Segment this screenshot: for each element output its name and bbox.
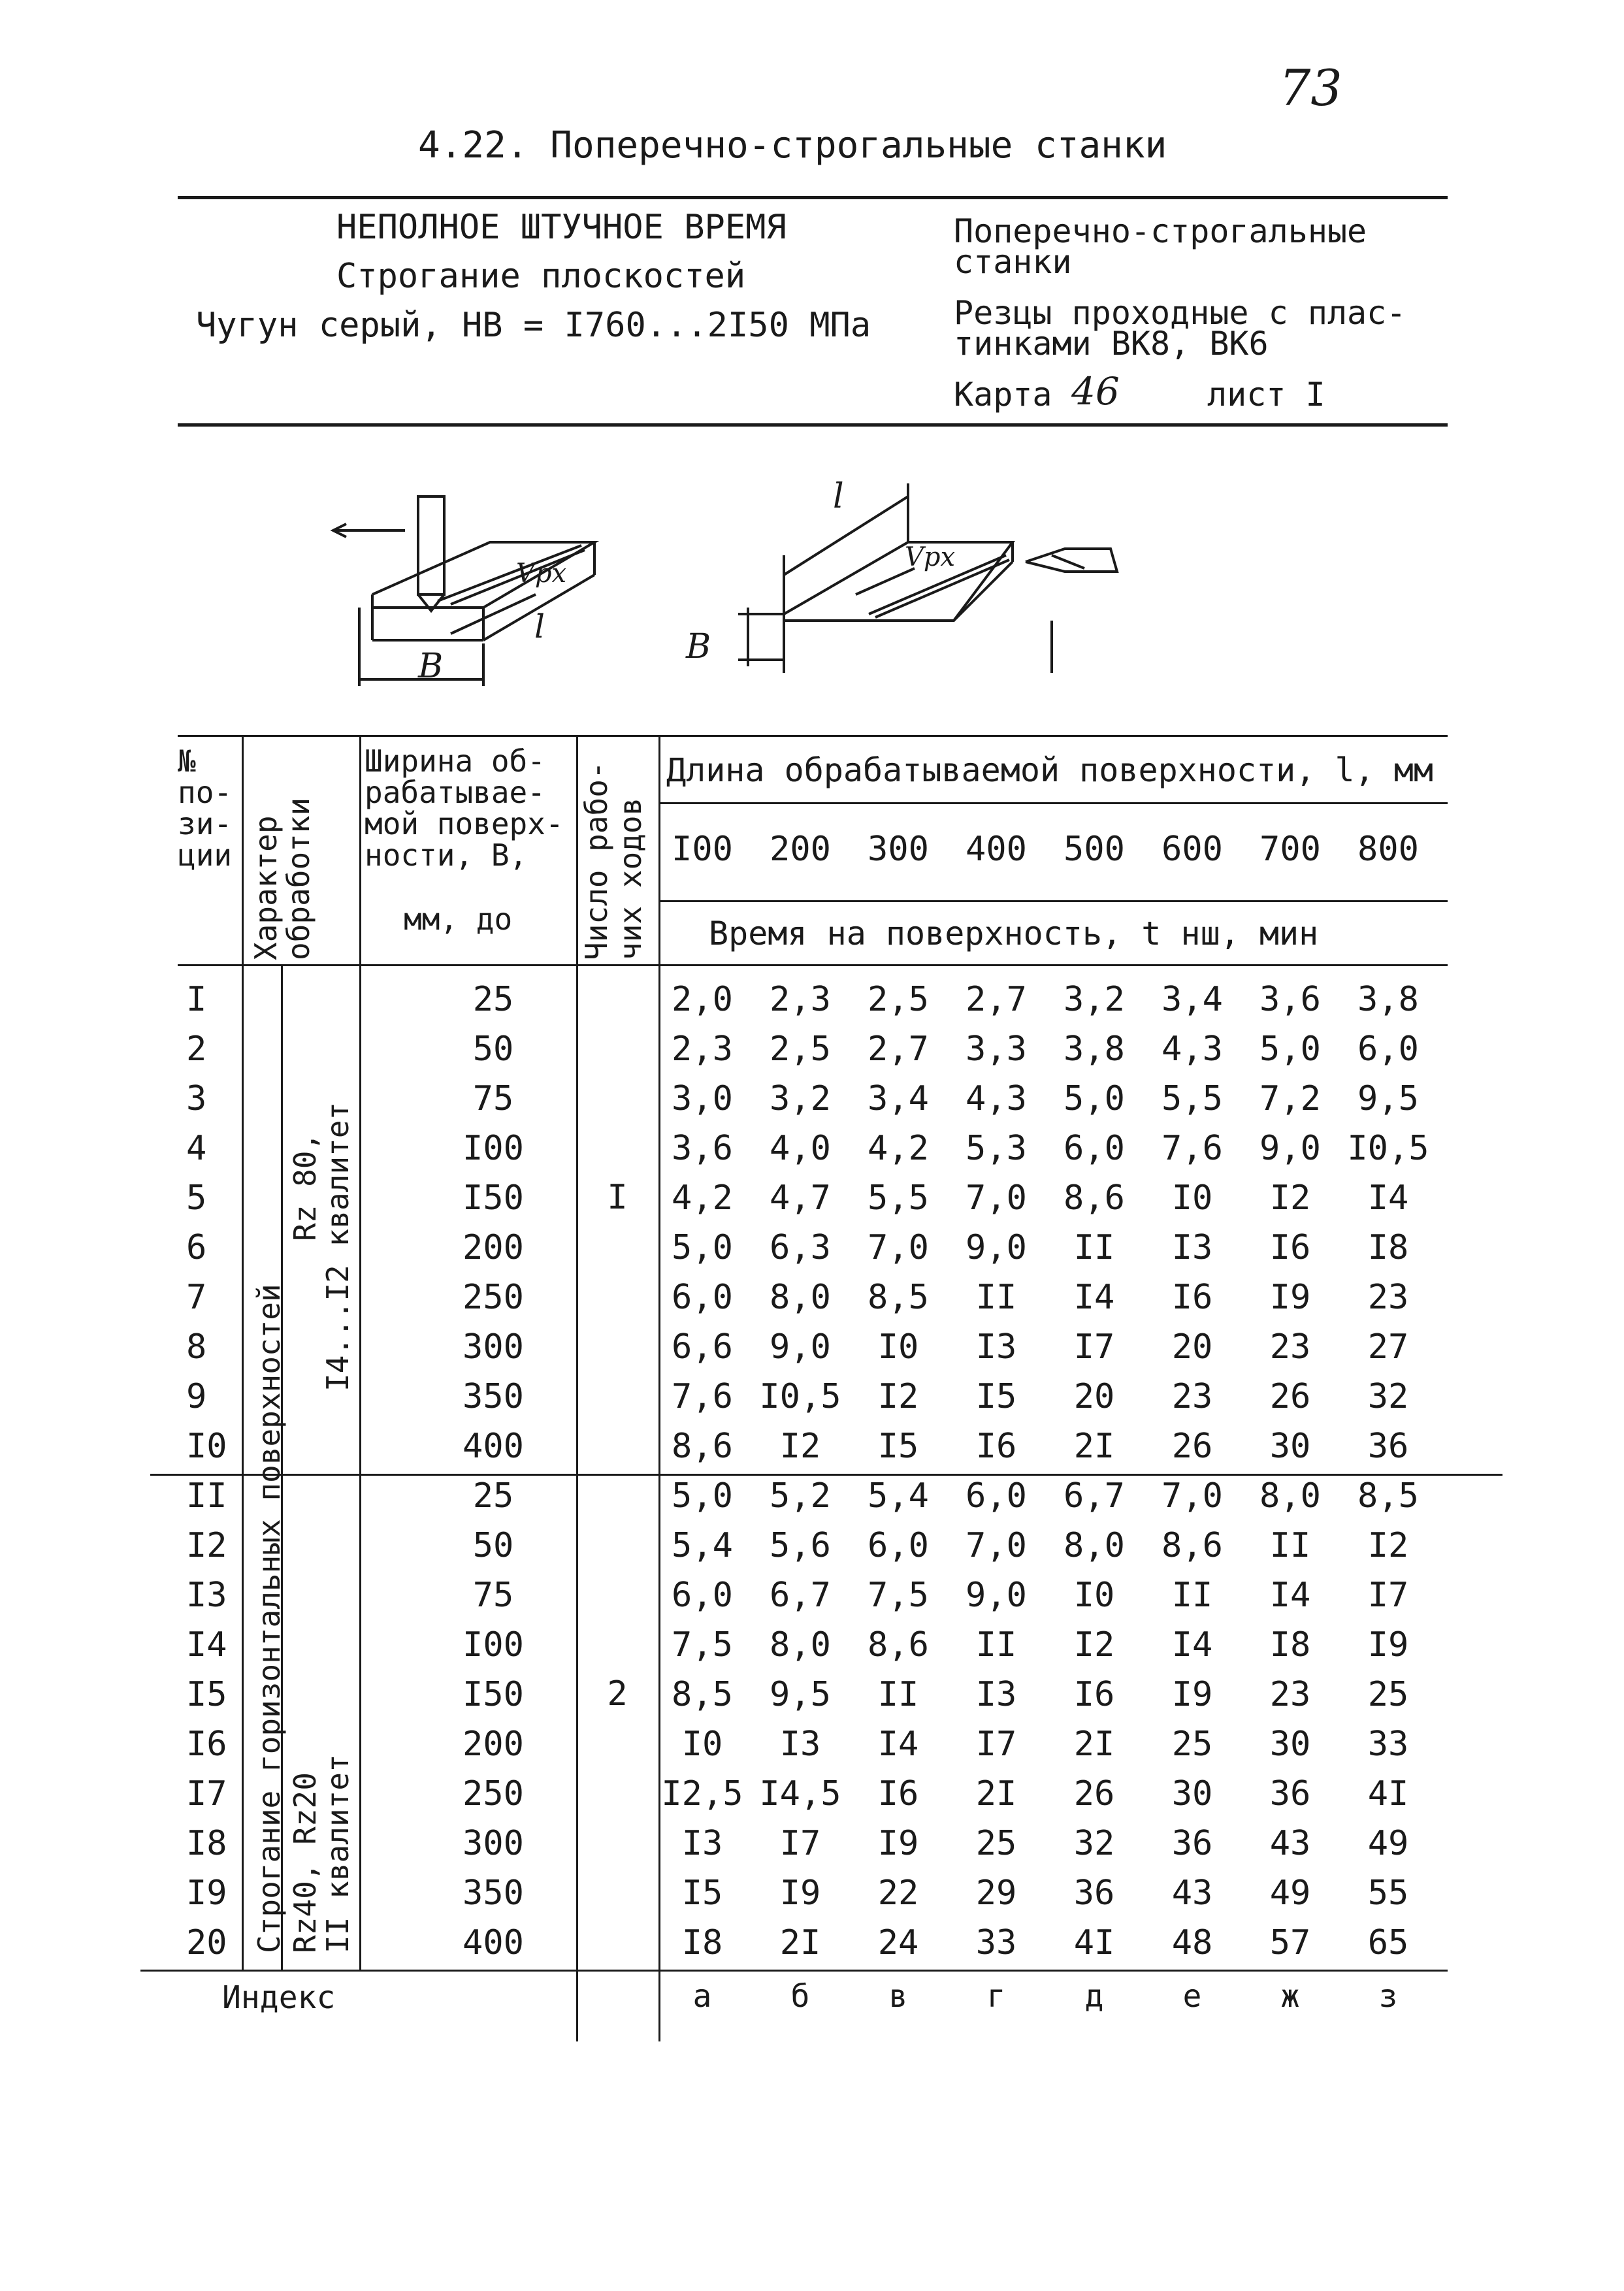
time-cell: I9 bbox=[877, 1824, 919, 1863]
time-cell: 3,6 bbox=[1259, 980, 1321, 1019]
row-width: 25 bbox=[472, 980, 514, 1019]
row-width: I50 bbox=[463, 1675, 524, 1714]
header-tool-2: тинками ВК8, ВК6 bbox=[954, 325, 1269, 363]
time-cell: 4,2 bbox=[868, 1129, 929, 1168]
col-width-line5: мм, до bbox=[404, 902, 513, 937]
time-cell: I5 bbox=[681, 1874, 723, 1913]
time-cell: 8,6 bbox=[1064, 1178, 1125, 1218]
time-cell: 3,8 bbox=[1064, 1030, 1125, 1069]
time-cell: I0 bbox=[877, 1327, 919, 1367]
time-cell: II bbox=[1073, 1228, 1115, 1267]
time-cell: 7,6 bbox=[672, 1377, 733, 1416]
time-cell: 7,0 bbox=[1161, 1476, 1223, 1516]
time-cell: 30 bbox=[1171, 1774, 1213, 1813]
time-cell: 5,4 bbox=[868, 1476, 929, 1516]
time-cell: 30 bbox=[1269, 1725, 1311, 1764]
header-machine: Поперечно-строгальные bbox=[954, 212, 1367, 250]
col-passes-line1: Число рабо- bbox=[579, 761, 614, 960]
header-title: НЕПОЛНОЕ ШТУЧНОЕ ВРЕМЯ bbox=[336, 208, 787, 247]
header-material: Чугун серый, HB = I760...2I50 МПа bbox=[196, 306, 871, 345]
time-cell: 8,0 bbox=[1259, 1476, 1321, 1516]
time-cell: I2 bbox=[877, 1377, 919, 1416]
time-cell: 2I bbox=[1073, 1427, 1115, 1466]
time-cell: 3,8 bbox=[1357, 980, 1419, 1019]
index-letter: б bbox=[790, 1978, 810, 2015]
group-separator-rule bbox=[150, 1474, 1502, 1476]
time-cell: 65 bbox=[1367, 1923, 1409, 1962]
group2-roughness: Rz40, Rz20 bbox=[287, 1772, 323, 1953]
time-cell: I9 bbox=[779, 1874, 821, 1913]
row-width: 400 bbox=[463, 1427, 524, 1466]
col-no-line1: № bbox=[178, 743, 196, 779]
vline-2 bbox=[359, 735, 361, 1970]
vline-1 bbox=[242, 735, 244, 1970]
time-cell: 30 bbox=[1269, 1427, 1311, 1466]
length-col-100: I00 bbox=[672, 830, 733, 869]
time-cell: 6,6 bbox=[672, 1327, 733, 1367]
time-cell: 6,0 bbox=[868, 1526, 929, 1565]
row-position: I3 bbox=[186, 1576, 227, 1615]
col-passes-line2: чих ходов bbox=[613, 797, 648, 960]
time-cell: 20 bbox=[1073, 1377, 1115, 1416]
row-width: 350 bbox=[463, 1377, 524, 1416]
time-cell: 7,5 bbox=[672, 1625, 733, 1665]
time-cell: 9,0 bbox=[966, 1576, 1027, 1615]
row-width: 400 bbox=[463, 1923, 524, 1962]
time-cell: 8,5 bbox=[868, 1278, 929, 1317]
row-position: 3 bbox=[186, 1079, 207, 1118]
time-cell: I2 bbox=[1367, 1526, 1409, 1565]
time-cell: 32 bbox=[1073, 1824, 1115, 1863]
time-cell: I4 bbox=[1171, 1625, 1213, 1665]
col-no-line3: зи- bbox=[178, 806, 233, 841]
time-cell: 2,5 bbox=[770, 1030, 831, 1069]
time-cell: 8,6 bbox=[868, 1625, 929, 1665]
length-col-200: 200 bbox=[770, 830, 831, 869]
right-l-label: l bbox=[833, 477, 844, 516]
col-no-line2: по- bbox=[178, 775, 233, 810]
group2-tolerance: II квалитет bbox=[320, 1754, 355, 1953]
lengths-rule bbox=[660, 900, 1448, 902]
time-cell: I5 bbox=[975, 1377, 1017, 1416]
time-cell: 43 bbox=[1269, 1824, 1311, 1863]
row-position: I0 bbox=[186, 1427, 227, 1466]
card-number: 46 bbox=[1071, 369, 1120, 414]
left-vrx-label: Vрх bbox=[516, 559, 567, 589]
time-cell: I0 bbox=[681, 1725, 723, 1764]
time-cell: I2 bbox=[1269, 1178, 1311, 1218]
time-cell: I0 bbox=[1073, 1576, 1115, 1615]
table-top-rule bbox=[178, 735, 1448, 737]
time-cell: 26 bbox=[1073, 1774, 1115, 1813]
time-cell: 2I bbox=[779, 1923, 821, 1962]
row-position: I6 bbox=[186, 1725, 227, 1764]
row-width: 200 bbox=[463, 1228, 524, 1267]
row-position: I5 bbox=[186, 1675, 227, 1714]
row-width: I50 bbox=[463, 1178, 524, 1218]
row-position: I9 bbox=[186, 1874, 227, 1913]
time-cell: I7 bbox=[1367, 1576, 1409, 1615]
time-cell: II bbox=[1269, 1526, 1311, 1565]
header-top-rule bbox=[178, 196, 1448, 199]
time-cell: 8,6 bbox=[672, 1427, 733, 1466]
time-cell: 2,7 bbox=[868, 1030, 929, 1069]
time-cell: II bbox=[877, 1675, 919, 1714]
time-cell: I2 bbox=[1073, 1625, 1115, 1665]
time-cell: 3,3 bbox=[966, 1030, 1027, 1069]
col-no-line4: ции bbox=[178, 837, 233, 873]
time-cell: 5,0 bbox=[1064, 1079, 1125, 1118]
time-cell: I3 bbox=[975, 1675, 1017, 1714]
time-cell: 22 bbox=[877, 1874, 919, 1913]
index-letter: а bbox=[692, 1978, 712, 2015]
time-cell: 3,2 bbox=[770, 1079, 831, 1118]
row-position: 8 bbox=[186, 1327, 207, 1367]
time-cell: 6,0 bbox=[1357, 1030, 1419, 1069]
time-cell: 48 bbox=[1171, 1923, 1213, 1962]
right-vrx-label: Vрх bbox=[905, 542, 956, 572]
time-cell: 36 bbox=[1269, 1774, 1311, 1813]
time-cell: 9,0 bbox=[770, 1327, 831, 1367]
time-cell: 3,2 bbox=[1064, 980, 1125, 1019]
time-cell: I6 bbox=[1073, 1675, 1115, 1714]
time-cell: 24 bbox=[877, 1923, 919, 1962]
time-cell: 23 bbox=[1269, 1675, 1311, 1714]
time-cell: 4,2 bbox=[672, 1178, 733, 1218]
group-label: Строгание горизонтальных поверхностей bbox=[252, 1284, 287, 1953]
time-cell: 6,7 bbox=[1064, 1476, 1125, 1516]
card-label: Карта bbox=[954, 376, 1052, 414]
time-cell: 9,5 bbox=[770, 1675, 831, 1714]
time-cell: I8 bbox=[681, 1923, 723, 1962]
time-cell: 36 bbox=[1171, 1824, 1213, 1863]
header-operation: Строгание плоскостей bbox=[336, 257, 746, 296]
time-cell: 7,0 bbox=[966, 1526, 1027, 1565]
left-b-label: B bbox=[418, 647, 444, 686]
header-machine-2: станки bbox=[954, 243, 1072, 281]
row-position: I2 bbox=[186, 1526, 227, 1565]
time-cell: 5,4 bbox=[672, 1526, 733, 1565]
row-width: 300 bbox=[463, 1327, 524, 1367]
index-letter: ж bbox=[1280, 1978, 1300, 2015]
time-cell: I0,5 bbox=[759, 1377, 841, 1416]
index-letter: е bbox=[1182, 1978, 1202, 2015]
time-header: Время на поверхность, t нш, мин bbox=[709, 915, 1319, 952]
col-width-line3: мой поверх- bbox=[365, 806, 564, 841]
time-cell: 26 bbox=[1171, 1427, 1213, 1466]
time-cell: I3 bbox=[975, 1327, 1017, 1367]
time-cell: I4 bbox=[1269, 1576, 1311, 1615]
page-number: 73 bbox=[1279, 59, 1342, 117]
time-cell: 5,6 bbox=[770, 1526, 831, 1565]
time-cell: 6,0 bbox=[672, 1278, 733, 1317]
time-cell: 2,0 bbox=[672, 980, 733, 1019]
planing-sketch-left bbox=[320, 470, 647, 692]
time-cell: 5,3 bbox=[966, 1129, 1027, 1168]
time-cell: 4,0 bbox=[770, 1129, 831, 1168]
row-width: 25 bbox=[472, 1476, 514, 1516]
time-cell: I8 bbox=[1367, 1228, 1409, 1267]
row-position: 20 bbox=[186, 1923, 227, 1962]
time-cell: I6 bbox=[1171, 1278, 1213, 1317]
time-cell: I4 bbox=[1367, 1178, 1409, 1218]
time-cell: 5,0 bbox=[672, 1476, 733, 1516]
index-letter: г bbox=[986, 1978, 1006, 2015]
col-width-line4: ности, B, bbox=[365, 837, 528, 873]
time-cell: 5,0 bbox=[672, 1228, 733, 1267]
row-width: 75 bbox=[472, 1576, 514, 1615]
index-letter: з bbox=[1378, 1978, 1398, 2015]
time-cell: 25 bbox=[975, 1824, 1017, 1863]
row-width: I00 bbox=[463, 1129, 524, 1168]
time-cell: II bbox=[975, 1278, 1017, 1317]
time-cell: 4,3 bbox=[966, 1079, 1027, 1118]
time-cell: 2I bbox=[1073, 1725, 1115, 1764]
time-cell: 55 bbox=[1367, 1874, 1409, 1913]
row-width: 50 bbox=[472, 1030, 514, 1069]
row-position: 4 bbox=[186, 1129, 207, 1168]
time-cell: 9,0 bbox=[1259, 1129, 1321, 1168]
time-cell: 23 bbox=[1367, 1278, 1409, 1317]
row-width: I00 bbox=[463, 1625, 524, 1665]
time-cell: II bbox=[1171, 1576, 1213, 1615]
time-cell: 4,3 bbox=[1161, 1030, 1223, 1069]
length-header-rule bbox=[660, 802, 1448, 804]
time-cell: I2,5 bbox=[661, 1774, 743, 1813]
index-letter: в bbox=[888, 1978, 908, 2015]
time-cell: 7,6 bbox=[1161, 1129, 1223, 1168]
row-position: I8 bbox=[186, 1824, 227, 1863]
length-col-800: 800 bbox=[1357, 830, 1419, 869]
passes-group2: 2 bbox=[607, 1674, 628, 1714]
time-cell: 5,2 bbox=[770, 1476, 831, 1516]
time-cell: 36 bbox=[1367, 1427, 1409, 1466]
time-cell: I3 bbox=[1171, 1228, 1213, 1267]
time-cell: 49 bbox=[1269, 1874, 1311, 1913]
time-cell: 5,5 bbox=[1161, 1079, 1223, 1118]
time-cell: 26 bbox=[1269, 1377, 1311, 1416]
time-cell: 49 bbox=[1367, 1824, 1409, 1863]
time-cell: I6 bbox=[877, 1774, 919, 1813]
length-header: Длина обрабатываемой поверхности, l, мм bbox=[666, 751, 1433, 789]
time-cell: 43 bbox=[1171, 1874, 1213, 1913]
time-cell: 7,2 bbox=[1259, 1079, 1321, 1118]
header-bottom-rule bbox=[178, 423, 1448, 427]
time-cell: I5 bbox=[877, 1427, 919, 1466]
time-cell: 2,7 bbox=[966, 980, 1027, 1019]
time-cell: 2,3 bbox=[672, 1030, 733, 1069]
time-cell: 7,5 bbox=[868, 1576, 929, 1615]
time-cell: 23 bbox=[1269, 1327, 1311, 1367]
time-cell: 27 bbox=[1367, 1327, 1409, 1367]
time-cell: 9,5 bbox=[1357, 1079, 1419, 1118]
left-l-label: l bbox=[534, 608, 545, 645]
row-width: 250 bbox=[463, 1774, 524, 1813]
header-tool: Резцы проходные с плас- bbox=[954, 294, 1406, 332]
time-cell: 8,0 bbox=[770, 1278, 831, 1317]
time-cell: I4 bbox=[1073, 1278, 1115, 1317]
time-cell: I0 bbox=[1171, 1178, 1213, 1218]
time-cell: 4I bbox=[1073, 1923, 1115, 1962]
time-cell: 8,5 bbox=[1357, 1476, 1419, 1516]
length-col-400: 400 bbox=[966, 830, 1027, 869]
time-cell: I4 bbox=[877, 1725, 919, 1764]
length-col-700: 700 bbox=[1259, 830, 1321, 869]
time-cell: 33 bbox=[975, 1923, 1017, 1962]
col-char-line2: обработки bbox=[281, 797, 316, 960]
row-position: 5 bbox=[186, 1178, 207, 1218]
time-cell: 6,0 bbox=[1064, 1129, 1125, 1168]
right-b-label: B bbox=[686, 627, 711, 666]
row-position: II bbox=[186, 1476, 227, 1516]
time-cell: 23 bbox=[1171, 1377, 1213, 1416]
time-cell: 5,0 bbox=[1259, 1030, 1321, 1069]
time-cell: 6,0 bbox=[672, 1576, 733, 1615]
col-width-line2: рабатывае- bbox=[365, 775, 545, 810]
time-cell: 8,5 bbox=[672, 1675, 733, 1714]
time-cell: I9 bbox=[1171, 1675, 1213, 1714]
sheet-label: лист I bbox=[1207, 376, 1325, 414]
row-position: 7 bbox=[186, 1278, 207, 1317]
row-position: 2 bbox=[186, 1030, 207, 1069]
row-width: 250 bbox=[463, 1278, 524, 1317]
vline-3 bbox=[576, 735, 578, 2041]
time-cell: 33 bbox=[1367, 1725, 1409, 1764]
time-cell: 7,0 bbox=[868, 1228, 929, 1267]
row-width: 50 bbox=[472, 1526, 514, 1565]
time-cell: 2I bbox=[975, 1774, 1017, 1813]
time-cell: 6,7 bbox=[770, 1576, 831, 1615]
group1-roughness: Rz 80, bbox=[287, 1132, 323, 1241]
index-label: Индекс bbox=[222, 1979, 336, 2016]
col-char-line1: Характер bbox=[248, 815, 284, 960]
time-cell: 8,6 bbox=[1161, 1526, 1223, 1565]
table-bottom-rule bbox=[140, 1970, 1448, 1972]
time-cell: 6,3 bbox=[770, 1228, 831, 1267]
time-cell: 8,0 bbox=[770, 1625, 831, 1665]
row-width: 75 bbox=[472, 1079, 514, 1118]
time-cell: 29 bbox=[975, 1874, 1017, 1913]
time-cell: 8,0 bbox=[1064, 1526, 1125, 1565]
time-cell: 25 bbox=[1367, 1675, 1409, 1714]
time-cell: I3 bbox=[779, 1725, 821, 1764]
time-cell: I4,5 bbox=[759, 1774, 841, 1813]
time-cell: 5,5 bbox=[868, 1178, 929, 1218]
passes-group1: I bbox=[607, 1178, 628, 1217]
row-position: I bbox=[186, 980, 207, 1019]
time-cell: 3,0 bbox=[672, 1079, 733, 1118]
row-position: I7 bbox=[186, 1774, 227, 1813]
row-width: 300 bbox=[463, 1824, 524, 1863]
time-cell: I8 bbox=[1269, 1625, 1311, 1665]
time-cell: 9,0 bbox=[966, 1228, 1027, 1267]
time-cell: I0,5 bbox=[1347, 1129, 1429, 1168]
time-cell: 6,0 bbox=[966, 1476, 1027, 1516]
group1-tolerance: I4...I2 квалитет bbox=[320, 1101, 355, 1391]
time-cell: I9 bbox=[1367, 1625, 1409, 1665]
time-cell: 3,4 bbox=[868, 1079, 929, 1118]
time-cell: 7,0 bbox=[966, 1178, 1027, 1218]
index-letter: д bbox=[1084, 1978, 1104, 2015]
row-position: 6 bbox=[186, 1228, 207, 1267]
time-cell: I7 bbox=[975, 1725, 1017, 1764]
time-cell: 4I bbox=[1367, 1774, 1409, 1813]
time-cell: 3,6 bbox=[672, 1129, 733, 1168]
row-width: 350 bbox=[463, 1874, 524, 1913]
time-cell: I2 bbox=[779, 1427, 821, 1466]
col-width-line1: Ширина об- bbox=[365, 743, 545, 779]
time-cell: 4,7 bbox=[770, 1178, 831, 1218]
time-cell: 36 bbox=[1073, 1874, 1115, 1913]
time-cell: I6 bbox=[1269, 1228, 1311, 1267]
length-col-500: 500 bbox=[1064, 830, 1125, 869]
header-bottom-table-rule bbox=[178, 964, 1448, 966]
section-title: 4.22. Поперечно-строгальные станки bbox=[418, 124, 1167, 167]
time-cell: I6 bbox=[975, 1427, 1017, 1466]
length-col-600: 600 bbox=[1161, 830, 1223, 869]
time-cell: I7 bbox=[779, 1824, 821, 1863]
time-cell: 2,3 bbox=[770, 980, 831, 1019]
time-cell: 25 bbox=[1171, 1725, 1213, 1764]
length-col-300: 300 bbox=[868, 830, 929, 869]
row-width: 200 bbox=[463, 1725, 524, 1764]
time-cell: I9 bbox=[1269, 1278, 1311, 1317]
time-cell: I3 bbox=[681, 1824, 723, 1863]
time-cell: 20 bbox=[1171, 1327, 1213, 1367]
time-cell: 3,4 bbox=[1161, 980, 1223, 1019]
row-position: I4 bbox=[186, 1625, 227, 1665]
time-cell: II bbox=[975, 1625, 1017, 1665]
time-cell: I7 bbox=[1073, 1327, 1115, 1367]
row-position: 9 bbox=[186, 1377, 207, 1416]
time-cell: 2,5 bbox=[868, 980, 929, 1019]
time-cell: 57 bbox=[1269, 1923, 1311, 1962]
time-cell: 32 bbox=[1367, 1377, 1409, 1416]
